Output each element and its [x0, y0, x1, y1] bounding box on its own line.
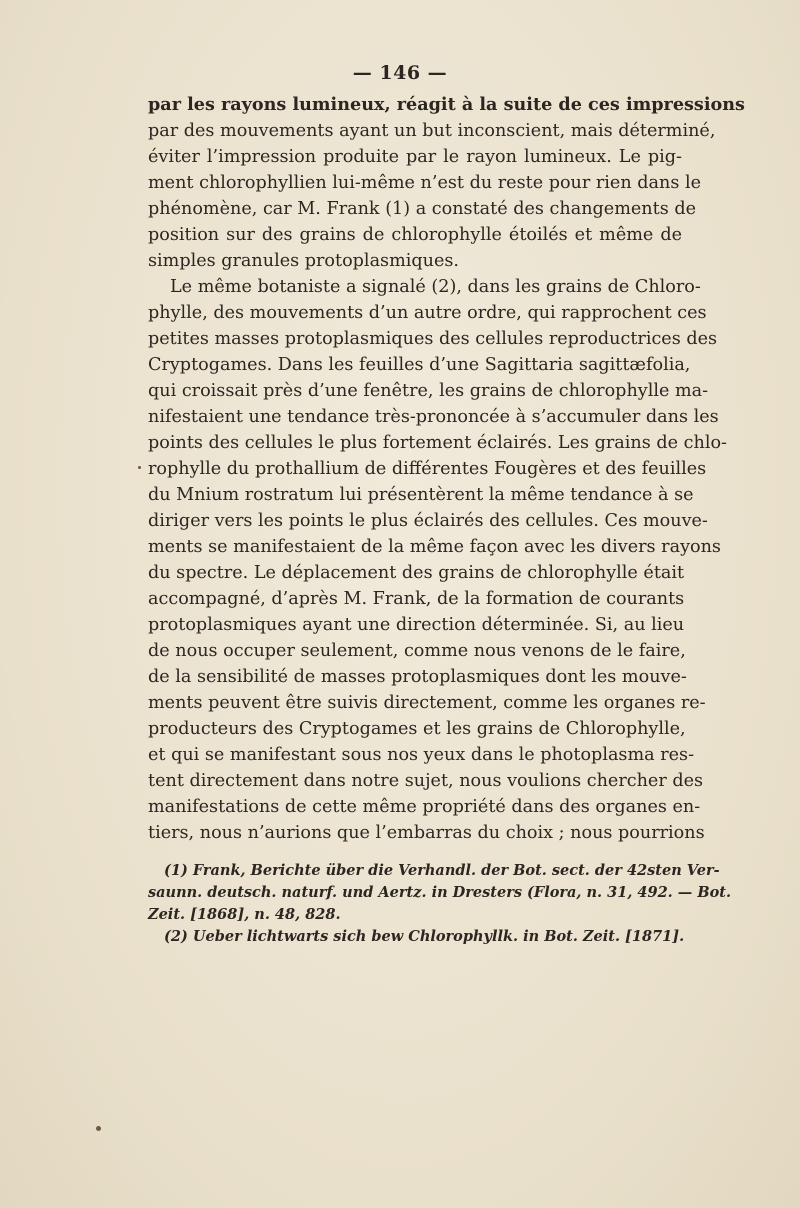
- text-line: position sur des grains de chlorophylle étoilés et même de: [148, 225, 682, 245]
- text-line: Le même botaniste a signalé (2), dans les grains de Chloro-: [170, 277, 701, 297]
- text-line: phénomène, car M. Frank (1) a constaté des changements de: [148, 199, 696, 219]
- text-line: tent directement dans notre sujet, nous voulions chercher des: [148, 771, 704, 791]
- text-line: rophylle du prothallium de différentes Fougères et des feuilles: [148, 459, 707, 479]
- text-line: simples granules protoplasmiques.: [148, 251, 460, 271]
- text-line: du spectre. Le déplacement des grains de chlorophylle était: [148, 563, 685, 583]
- footnote-line: saunn. deutsch. naturf. und Aertz. in Dresters (Flora, n. 31, 492. — Bot.: [148, 884, 732, 901]
- text-line: protoplasmiques ayant une direction déterminée. Si, au lieu: [148, 615, 685, 635]
- text-line: par des mouvements ayant un but inconscient, mais déterminé,: [148, 121, 716, 141]
- body-text: [148, 92, 745, 846]
- text-line: qui croissait près d’une fenêtre, les grains de chlorophylle ma-: [148, 381, 709, 401]
- text-line: et qui se manifestant sous nos yeux dans le photoplasma res-: [148, 745, 695, 765]
- text-line: de nous occuper seulement, comme nous venons de le faire,: [148, 641, 686, 661]
- text-line: petites masses protoplasmiques des cellules reproductrices des: [148, 329, 718, 349]
- text-line: producteurs des Cryptogames et les grains de Chlorophylle,: [148, 719, 686, 739]
- text-line: phylle, des mouvements d’un autre ordre, qui rapprochent ces: [148, 303, 707, 323]
- text-line: du Mnium rostratum lui présentèrent la même tendance à se: [148, 485, 694, 505]
- text-line: diriger vers les points le plus éclairés des cellules. Ces mouve-: [148, 511, 708, 531]
- text-line: éviter l’impression produite par le rayon lumineux. Le pig-: [148, 147, 682, 167]
- footnote-line: Zeit. [1868], n. 48, 828.: [148, 906, 341, 923]
- text-line: ment chlorophyllien lui-même n’est du reste pour rien dans le: [148, 173, 702, 193]
- footnote-line: (1) Frank, Berichte über die Verhandl. der Bot. sect. der 42sten Ver-: [164, 862, 720, 879]
- footnotes: [148, 860, 732, 948]
- paper-speck: [96, 1126, 101, 1131]
- text-line: de la sensibilité de masses protoplasmiques dont les mouve-: [148, 667, 687, 687]
- text-line: tiers, nous n’aurions que l’embarras du choix ; nous pourrions: [148, 823, 705, 843]
- text-line: ments se manifestaient de la même façon avec les divers rayons: [148, 537, 721, 557]
- text-line: manifestations de cette même propriété dans des organes en-: [148, 797, 701, 817]
- footnote-line: (2) Ueber lichtwarts sich bew Chlorophyllk. in Bot. Zeit. [1871].: [164, 928, 685, 945]
- page-number: — 146 —: [352, 62, 448, 84]
- paper-speck: [138, 466, 141, 469]
- text-line: ments peuvent être suivis directement, comme les organes re-: [148, 693, 706, 713]
- text-line: Cryptogames. Dans les feuilles d’une Sagittaria sagittæfolia,: [148, 355, 691, 375]
- text-line: points des cellules le plus fortement éclairés. Les grains de chlo-: [148, 433, 727, 453]
- text-line: accompagné, d’après M. Frank, de la formation de courants: [148, 589, 685, 609]
- text-line: nifestaient une tendance très-prononcée à s’accumuler dans les: [148, 407, 719, 427]
- text-line: par les rayons lumineux, réagit à la suite de ces impressions: [148, 94, 745, 115]
